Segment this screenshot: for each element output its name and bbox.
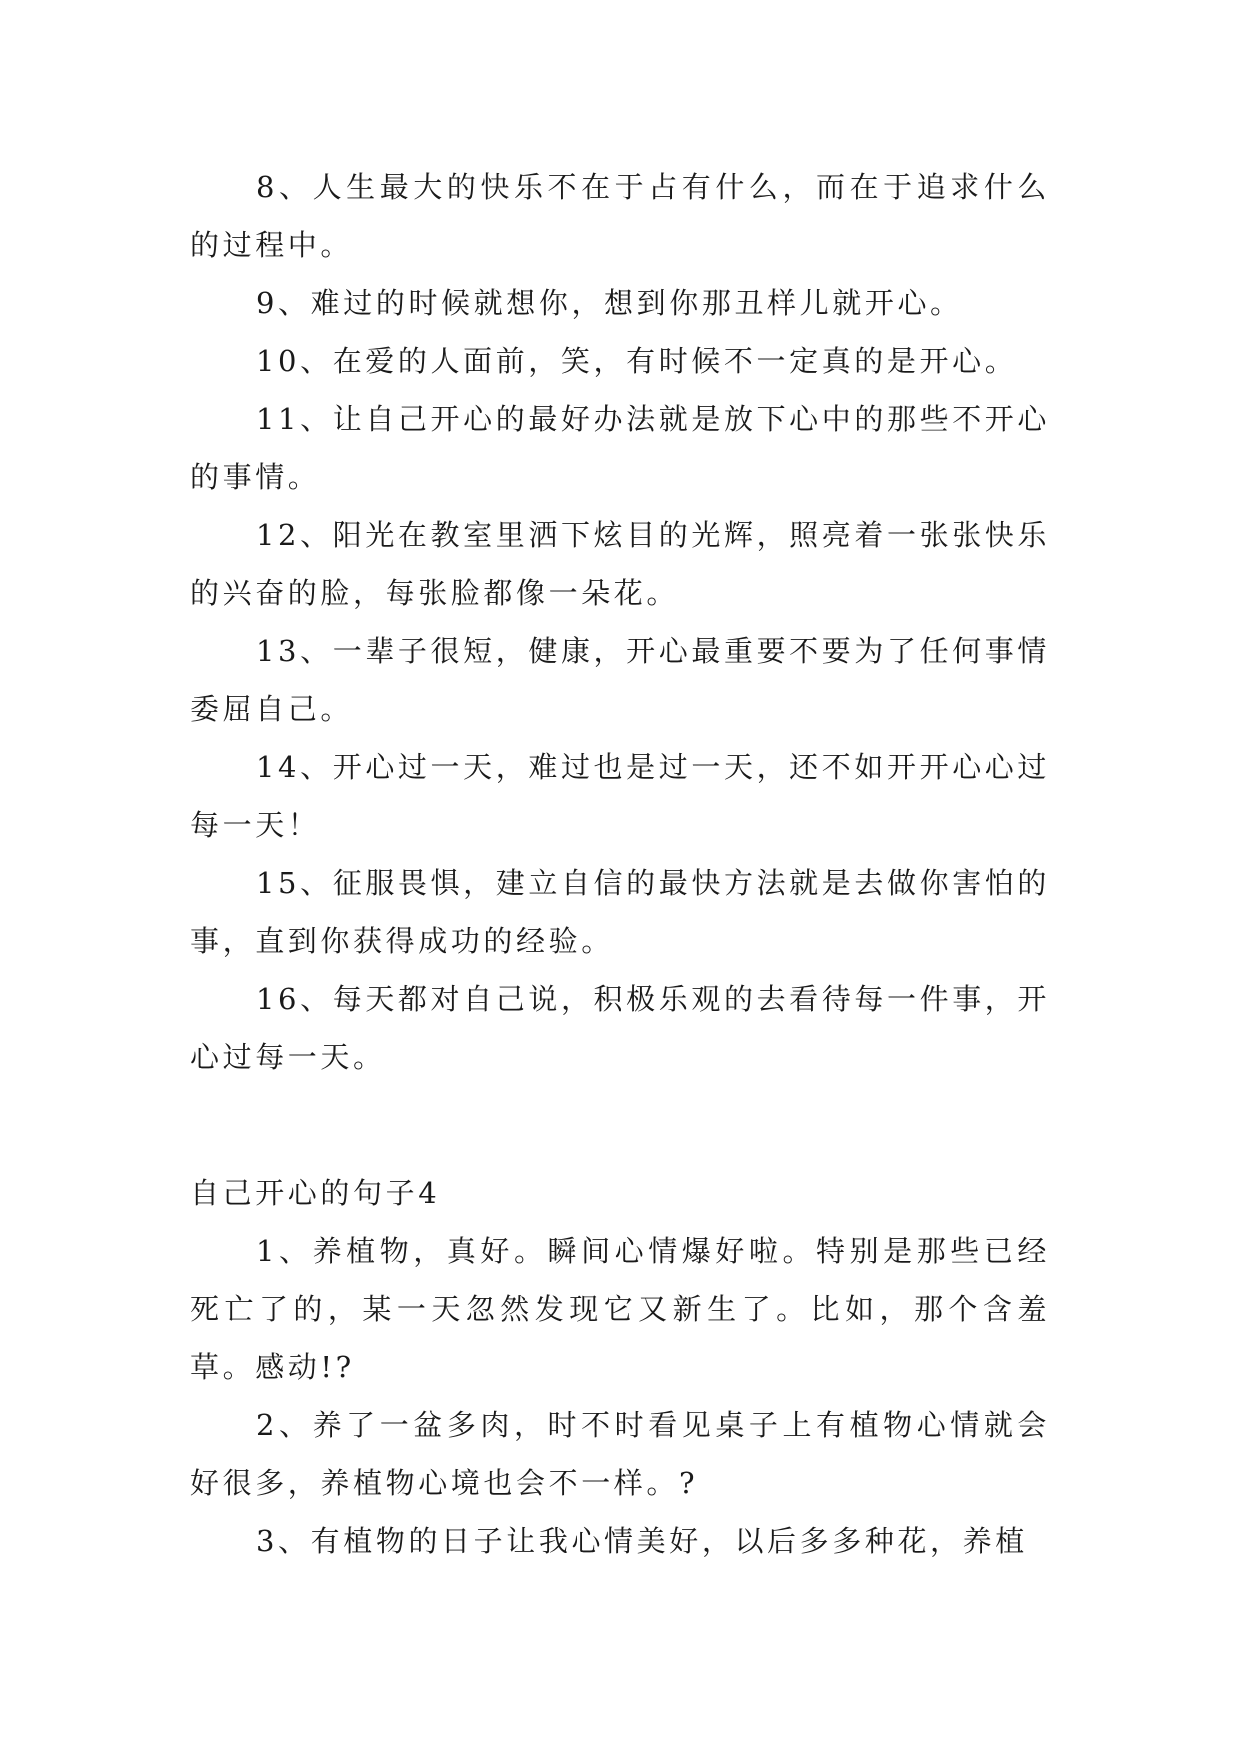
list-item: 16、每天都对自己说，积极乐观的去看待每一件事，开心过每一天。 — [190, 982, 1050, 1074]
list-item: 1、养植物，真好。瞬间心情爆好啦。特别是那些已经死亡了的，某一天忽然发现它又新生了。比如，那个含羞草。感动!? — [190, 1234, 1050, 1384]
list-item: 12、阳光在教室里洒下炫目的光辉，照亮着一张张快乐的兴奋的脸，每张脸都像一朵花。 — [190, 518, 1050, 610]
list-item: 13、一辈子很短，健康，开心最重要不要为了任何事情委屈自己。 — [190, 634, 1050, 726]
document-body — [190, 158, 1050, 1570]
list-item: 3、有植物的日子让我心情美好，以后多多种花，养植 — [256, 1524, 1028, 1558]
section-heading: 自己开心的句子4 — [190, 1176, 441, 1210]
list-item: 10、在爱的人面前，笑，有时候不一定真的是开心。 — [256, 344, 1018, 378]
list-item: 15、征服畏惧，建立自信的最快方法就是去做你害怕的事，直到你获得成功的经验。 — [190, 866, 1050, 958]
list-item: 14、开心过一天，难过也是过一天，还不如开开心心过每一天！ — [190, 750, 1050, 842]
list-item: 8、人生最大的快乐不在于占有什么，而在于追求什么的过程中。 — [190, 170, 1050, 262]
list-item: 2、养了一盆多肉，时不时看见桌子上有植物心情就会好很多，养植物心境也会不一样。? — [190, 1408, 1050, 1500]
list-item: 9、难过的时候就想你，想到你那丑样儿就开心。 — [256, 286, 963, 320]
list-item: 11、让自己开心的最好办法就是放下心中的那些不开心的事情。 — [190, 402, 1050, 494]
